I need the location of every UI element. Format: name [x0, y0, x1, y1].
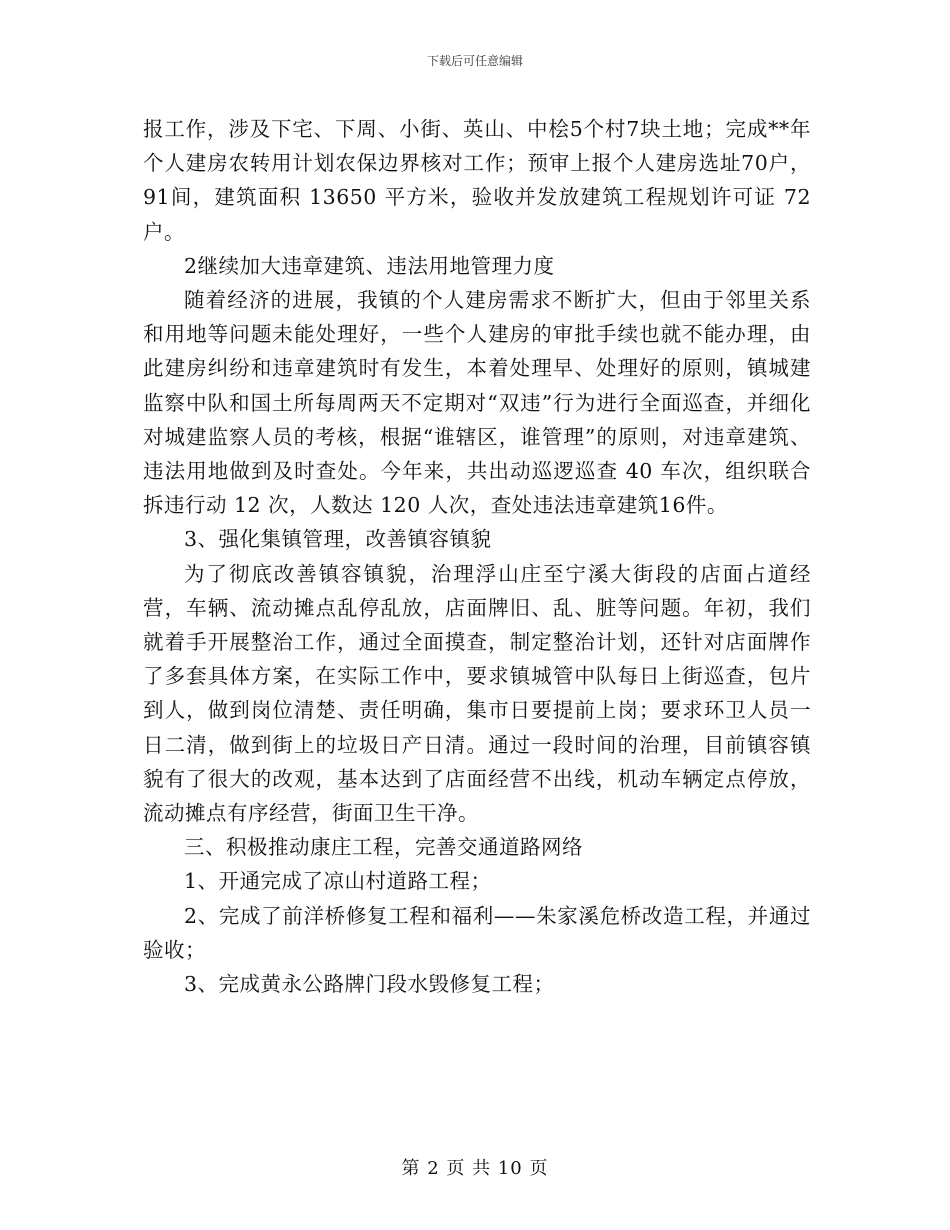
- paragraph: 报工作，涉及下宅、下周、小街、英山、中桧5个村7块土地；完成**年个人建房农转用计划农保边界核对工作；预审上报个人建房选址70户，91间，建筑面积 13650 平方米，验收并发放建筑工程规划许可证 72 户。: [143, 117, 811, 244]
- paragraph: 随着经济的进展，我镇的个人建房需求不断扩大，但由于邻里关系和用地等问题未能处理好，一些个人建房的审批手续也就不能办理，由此建房纠纷和违章建筑时有发生，本着处理早、处理好的原则，镇城建监察中队和国土所每周两天不定期对“双违”行为进行全面巡查，并细化对城建监察人员的考核，根据“谁辖区，谁管理”的原则，对违章建筑、违法用地做到及时查处。今年来，共出动巡逻巡查 40 车次，组织联合拆违行动 12 次，人数达 120 人次，查处违法违章建筑16件。: [143, 288, 811, 518]
- list-item: 2、完成了前洋桥修复工程和福利——朱家溪危桥改造工程，并通过验收；: [143, 903, 811, 962]
- section-heading: 3、强化集镇管理，改善镇容镇貌: [184, 527, 492, 552]
- section-heading: 三、积极推动康庄工程，完善交通道路网络: [184, 835, 583, 860]
- paragraph: 为了彻底改善镇容镇貌，治理浮山庄至宁溪大街段的店面占道经营，车辆、流动摊点乱停乱放，店面牌旧、乱、脏等问题。年初，我们就着手开展整治工作，通过全面摸查，制定整治计划，还针对店面牌作了多套具体方案，在实际工作中，要求镇城管中队每日上街巡查，包片到人，做到岗位清楚、责任明确，集市日要提前上岗；要求环卫人员一日二清，做到街上的垃圾日产日清。通过一段时间的治理，目前镇容镇貌有了很大的改观，基本达到了店面经营不出线，机动车辆定点停放，流动摊点有序经营，街面卫生干净。: [143, 561, 811, 826]
- page-header: 下载后可任意编辑: [426, 54, 523, 68]
- document-body: [143, 112, 811, 1001]
- section-heading: 2继续加大违章建筑、违法用地管理力度: [184, 253, 555, 278]
- list-item: 1、开通完成了凉山村道路工程；: [184, 869, 492, 894]
- list-item: 3、完成黄永公路牌门段水毁修复工程；: [184, 972, 555, 997]
- page-number-footer: 第 2 页 共 10 页: [401, 1158, 549, 1179]
